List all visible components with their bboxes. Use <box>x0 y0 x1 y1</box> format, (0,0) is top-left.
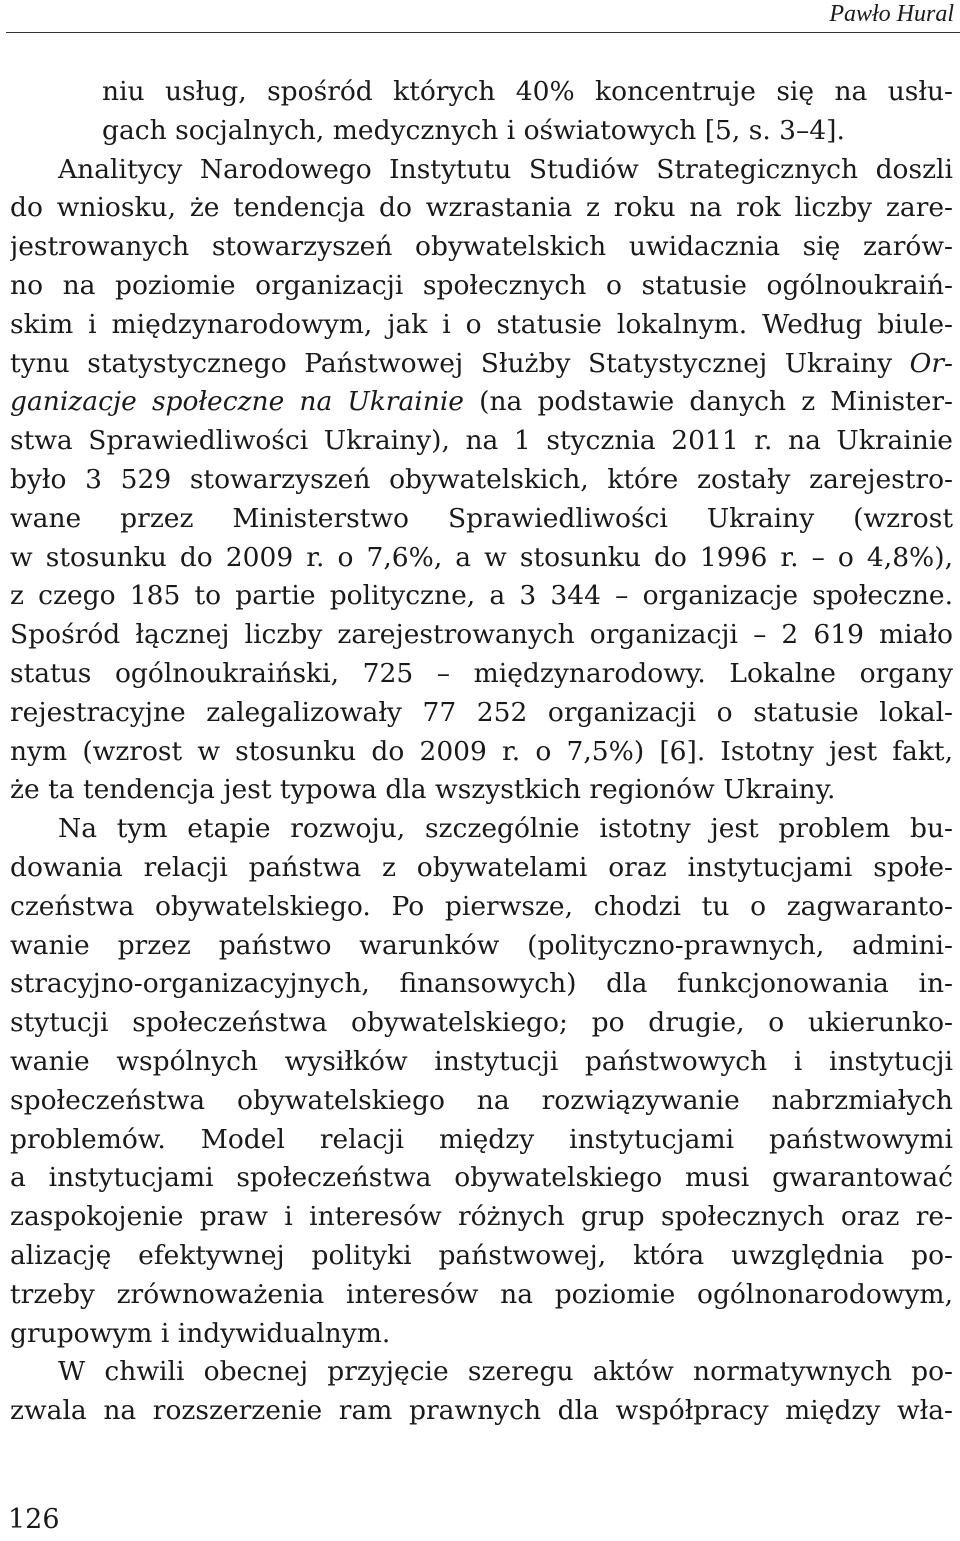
text-line: wanie wspólnych wysiłków instytucji państwowych i instytucji <box>10 1045 953 1077</box>
text-line: gach socjalnych, medycznych i oświatowych [5, s. 3–4]. <box>102 114 845 146</box>
text-line: rejestracyjne zalegalizowały 77 252 organizacji o statusie lokal- <box>10 696 953 728</box>
text-line: Na tym etapie rozwoju, szczególnie istotny jest problem bu- <box>58 813 953 845</box>
text-line: Analitycy Narodowego Instytutu Studiów Strategicznych doszli <box>58 153 953 185</box>
text-line: W chwili obecnej przyjęcie szeregu aktów normatywnych po- <box>58 1356 953 1388</box>
text-line: w stosunku do 2009 r. o 7,6%, a w stosunku do 1996 r. – o 4,8%), <box>10 541 953 573</box>
text-line: alizację efektywnej polityki państwowej, która uwzględnia po- <box>10 1239 953 1271</box>
body-text <box>10 73 953 1431</box>
text-line: czeństwa obywatelskiego. Po pierwsze, chodzi tu o zagwaranto- <box>10 890 953 922</box>
publication-title: Or- <box>909 347 953 379</box>
text-line: jestrowanych stowarzyszeń obywatelskich uwidacznia się zarów- <box>10 231 953 263</box>
text-line: no na poziomie organizacji społecznych o statusie ogólnoukraiń- <box>10 269 953 301</box>
text-line: status ogólnoukraiński, 725 – międzynarodowy. Lokalne organy <box>10 657 953 689</box>
text-line: było 3 529 stowarzyszeń obywatelskich, które zostały zarejestro- <box>10 463 953 495</box>
text-line: że ta tendencja jest typowa dla wszystkich regionów Ukrainy. <box>10 774 836 806</box>
text-line: stwa Sprawiedliwości Ukrainy), na 1 stycznia 2011 r. na Ukrainie <box>10 425 953 457</box>
text-line: problemów. Model relacji między instytucjami państwowymi <box>10 1123 953 1155</box>
publication-title: ganizacje społeczne na Ukrainie <box>10 386 464 418</box>
page-number: 126 <box>8 1504 60 1535</box>
text-line: dowania relacji państwa z obywatelami oraz instytucjami społe- <box>10 851 953 883</box>
header-rule <box>6 32 960 33</box>
page-header <box>0 0 960 32</box>
text-line: stytucji społeczeństwa obywatelskiego; po drugie, o ukierunko- <box>10 1007 953 1039</box>
text-line: grupowym i indywidualnym. <box>10 1317 391 1349</box>
text-line: tynu statystycznego Państwowej Służby Statystycznej Ukrainy Or- <box>10 347 953 379</box>
text-line: ganizacje społeczne na Ukrainie (na podstawie danych z Minister- <box>10 386 953 418</box>
text-line: trzeby zrównoważenia interesów na poziomie ogólnonarodowym, <box>10 1278 953 1310</box>
text-line: zwala na rozszerzenie ram prawnych dla współpracy między wła- <box>10 1395 953 1427</box>
text-line: zaspokojenie praw i interesów różnych grup społecznych oraz re- <box>10 1201 953 1233</box>
text-line: a instytucjami społeczeństwa obywatelskiego musi gwarantować <box>10 1162 953 1194</box>
text-line: niu usług, spośród których 40% koncentruje się na usłu- <box>102 76 953 107</box>
running-head-author: Pawło Hural <box>829 1 954 27</box>
text-line: z czego 185 to partie polityczne, a 3 344 – organizacje społeczne. <box>10 580 953 612</box>
text-line: skim i międzynarodowym, jak i o statusie lokalnym. Według biule- <box>10 308 953 340</box>
text-line: wanie przez państwo warunków (polityczno-prawnych, admini- <box>10 929 953 961</box>
text-line: wane przez Ministerstwo Sprawiedliwości Ukrainy (wzrost <box>10 502 953 534</box>
text-line: społeczeństwa obywatelskiego na rozwiązywanie nabrzmiałych <box>10 1084 953 1116</box>
text-line: Spośród łącznej liczby zarejestrowanych organizacji – 2 619 miało <box>10 619 953 651</box>
text-line: nym (wzrost w stosunku do 2009 r. o 7,5%) [6]. Istotny jest fakt, <box>10 735 953 767</box>
text-line: stracyjno-organizacyjnych, finansowych) dla funkcjonowania in- <box>10 968 953 1000</box>
text-line: do wniosku, że tendencja do wzrastania z roku na rok liczby zare- <box>10 192 953 224</box>
